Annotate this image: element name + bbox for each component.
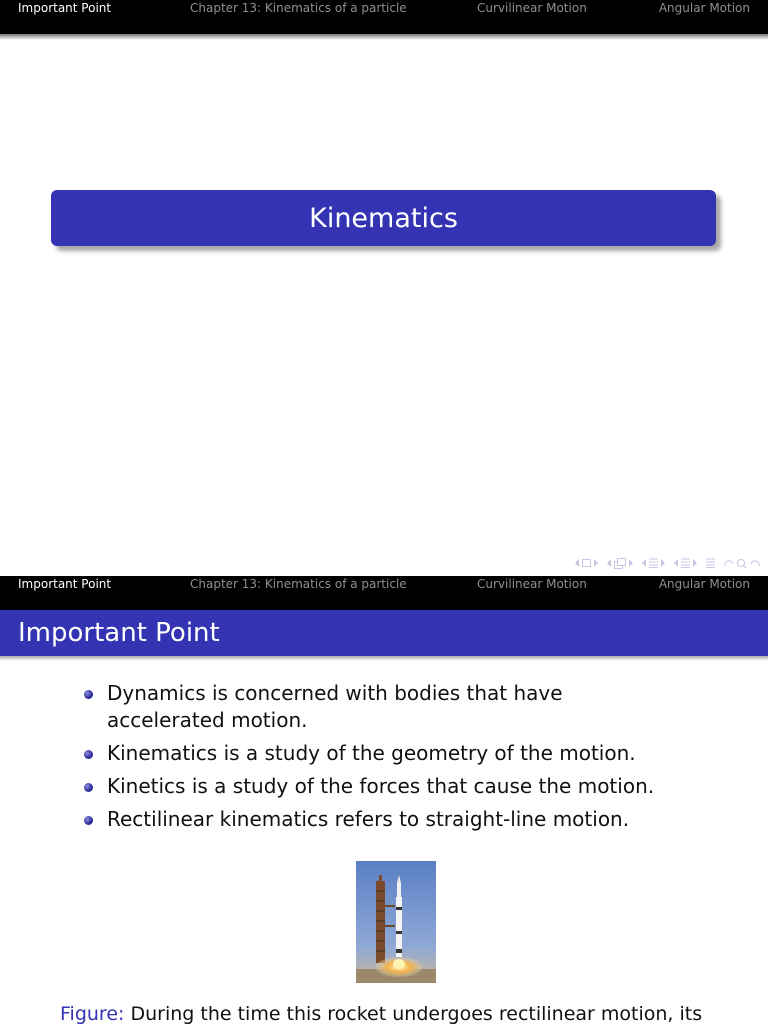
rocket-launch-photo: [356, 861, 436, 983]
beamer-nav-align-icon[interactable]: [706, 558, 715, 568]
nav-item-important-point[interactable]: Important Point: [18, 577, 112, 591]
slide-title: Kinematics: [309, 202, 458, 234]
bullet-icon: [84, 816, 93, 825]
caption-text: During the time this rocket undergoes rectilinear motion, its: [124, 1003, 703, 1024]
beamer-nav-frame-icon[interactable]: [575, 559, 598, 567]
caption-label: Figure:: [60, 1003, 125, 1024]
nav-item-important-point[interactable]: Important Point: [18, 1, 112, 15]
nav-item-chapter-13[interactable]: Chapter 13: Kinematics of a particle: [190, 577, 407, 591]
bullet-icon: [84, 783, 93, 792]
navbar: [0, 576, 768, 610]
list-item: Kinetics is a study of the forces that cause the motion.: [84, 773, 684, 800]
nav-item-curvilinear-motion[interactable]: Curvilinear Motion: [477, 577, 587, 591]
list-item: Rectilinear kinematics refers to straight-line motion.: [84, 806, 684, 833]
nav-item-chapter-13[interactable]: Chapter 13: Kinematics of a particle: [190, 1, 407, 15]
frame-title: Important Point: [18, 618, 220, 648]
slide-2: [0, 576, 768, 1024]
beamer-nav-section-icon[interactable]: [642, 558, 665, 568]
beamer-nav-search-icon[interactable]: [724, 558, 760, 569]
slide-title-box: [51, 190, 716, 246]
frame-title-bar: [0, 610, 768, 656]
bullet-icon: [84, 690, 93, 699]
navbar-shadow: [0, 34, 768, 40]
nav-item-angular-motion[interactable]: Angular Motion: [658, 577, 750, 591]
beamer-navigation-symbols: [575, 556, 760, 570]
nav-item-curvilinear-motion[interactable]: Curvilinear Motion: [477, 1, 587, 15]
navbar: [0, 0, 768, 34]
beamer-nav-subsection-icon[interactable]: [607, 558, 633, 569]
bullet-list: [84, 680, 684, 839]
bullet-icon: [84, 750, 93, 759]
nav-item-angular-motion[interactable]: Angular Motion: [658, 1, 750, 15]
figure-caption: [60, 1003, 760, 1024]
list-item: Kinematics is a study of the geometry of the motion.: [84, 740, 684, 767]
list-item: Dynamics is concerned with bodies that have accelerated motion.: [84, 680, 684, 734]
beamer-nav-document-icon[interactable]: [674, 558, 697, 568]
frame-title-shadow: [0, 656, 768, 661]
